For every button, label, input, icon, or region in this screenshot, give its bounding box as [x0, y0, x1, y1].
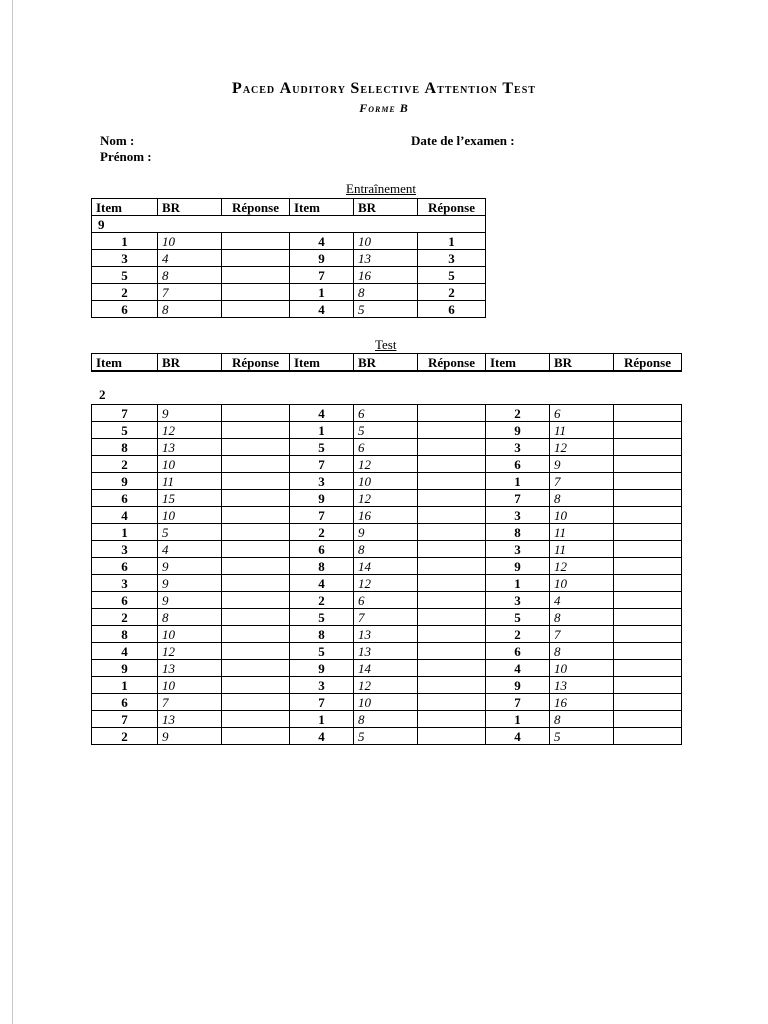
response-cell[interactable] [418, 592, 486, 609]
br-cell: 10 [354, 694, 418, 711]
br-cell: 7 [158, 694, 222, 711]
br-cell: 10 [550, 575, 614, 592]
item-cell: 1 [486, 711, 550, 728]
response-cell[interactable] [614, 677, 682, 694]
header-item: Item [92, 199, 158, 216]
response-cell[interactable] [418, 728, 486, 745]
response-cell[interactable] [222, 405, 290, 422]
item-cell: 3 [92, 575, 158, 592]
test-row [92, 694, 682, 711]
response-cell[interactable] [222, 575, 290, 592]
response-cell[interactable] [614, 456, 682, 473]
response-cell[interactable] [222, 626, 290, 643]
response-cell[interactable] [222, 558, 290, 575]
br-cell: 9 [158, 405, 222, 422]
br-cell: 5 [354, 422, 418, 439]
item-cell: 3 [290, 473, 354, 490]
header-response: Réponse [418, 199, 486, 216]
br-cell: 13 [550, 677, 614, 694]
response-cell[interactable] [614, 609, 682, 626]
test-row [92, 473, 682, 490]
item-cell: 6 [290, 541, 354, 558]
br-cell: 9 [158, 592, 222, 609]
test-row [92, 728, 682, 745]
item-cell: 9 [486, 558, 550, 575]
header-br: BR [158, 354, 222, 372]
response-cell[interactable] [614, 728, 682, 745]
item-cell: 8 [290, 558, 354, 575]
response-cell[interactable] [222, 490, 290, 507]
response-cell[interactable] [222, 711, 290, 728]
br-cell: 11 [158, 473, 222, 490]
br-cell: 4 [158, 541, 222, 558]
test-row [92, 626, 682, 643]
test-caption: Test [375, 337, 397, 352]
br-cell: 6 [354, 405, 418, 422]
br-cell: 8 [354, 284, 418, 301]
response-cell[interactable] [222, 541, 290, 558]
item-cell: 3 [486, 541, 550, 558]
br-cell: 7 [354, 609, 418, 626]
br-cell: 6 [354, 439, 418, 456]
item-cell: 7 [290, 694, 354, 711]
item-cell: 7 [486, 694, 550, 711]
item-cell: 1 [290, 284, 354, 301]
item-cell: 3 [486, 507, 550, 524]
test-lead-item: 2 [99, 387, 106, 402]
response-cell[interactable] [614, 473, 682, 490]
item-cell: 1 [486, 575, 550, 592]
training-lead-item: 9 [92, 216, 486, 233]
br-cell: 10 [158, 507, 222, 524]
item-cell: 5 [290, 643, 354, 660]
training-row [92, 301, 486, 318]
response-cell: 6 [418, 301, 486, 318]
item-cell: 6 [486, 456, 550, 473]
item-cell: 9 [290, 660, 354, 677]
header-item: Item [92, 354, 158, 372]
br-cell: 11 [550, 524, 614, 541]
br-cell: 11 [550, 541, 614, 558]
response-cell[interactable] [222, 728, 290, 745]
br-cell: 9 [550, 456, 614, 473]
item-cell: 2 [92, 284, 158, 301]
br-cell: 12 [550, 439, 614, 456]
item-cell: 5 [290, 609, 354, 626]
br-cell: 16 [354, 507, 418, 524]
item-cell: 5 [92, 267, 158, 284]
response-cell[interactable] [222, 609, 290, 626]
response-cell[interactable] [614, 711, 682, 728]
response-cell[interactable] [418, 405, 486, 422]
item-cell: 4 [290, 575, 354, 592]
item-cell: 9 [290, 250, 354, 267]
response-cell [222, 233, 290, 250]
br-cell: 9 [354, 524, 418, 541]
br-cell: 10 [158, 456, 222, 473]
item-cell: 4 [290, 233, 354, 250]
br-cell: 12 [550, 558, 614, 575]
response-cell[interactable] [418, 473, 486, 490]
item-cell: 3 [486, 592, 550, 609]
response-cell: 1 [418, 233, 486, 250]
response-cell[interactable] [418, 609, 486, 626]
item-cell: 2 [290, 524, 354, 541]
br-cell: 14 [354, 660, 418, 677]
response-cell[interactable] [614, 558, 682, 575]
br-cell: 13 [158, 439, 222, 456]
item-cell: 7 [92, 405, 158, 422]
br-cell: 8 [550, 643, 614, 660]
item-cell: 9 [486, 422, 550, 439]
item-cell: 4 [290, 728, 354, 745]
item-cell: 9 [92, 473, 158, 490]
item-cell: 3 [92, 250, 158, 267]
br-cell: 10 [354, 233, 418, 250]
response-cell[interactable] [418, 507, 486, 524]
response-cell[interactable] [614, 405, 682, 422]
response-cell[interactable] [418, 626, 486, 643]
test-row [92, 507, 682, 524]
test-row [92, 592, 682, 609]
test-row [92, 677, 682, 694]
br-cell: 10 [158, 626, 222, 643]
item-cell: 6 [92, 301, 158, 318]
exam-date-label: Date de l’examen : [411, 133, 515, 148]
br-cell: 16 [550, 694, 614, 711]
training-header-row [92, 199, 486, 216]
training-row [92, 267, 486, 284]
br-cell: 8 [550, 490, 614, 507]
item-cell: 7 [486, 490, 550, 507]
item-cell: 2 [290, 592, 354, 609]
item-cell: 1 [92, 233, 158, 250]
item-cell: 6 [92, 592, 158, 609]
response-cell[interactable] [418, 643, 486, 660]
header-br: BR [354, 354, 418, 372]
item-cell: 2 [486, 626, 550, 643]
response-cell[interactable] [418, 439, 486, 456]
training-caption: Entraînement [346, 181, 417, 196]
test-header-row [92, 354, 682, 372]
response-cell[interactable] [222, 507, 290, 524]
header-br: BR [158, 199, 222, 216]
header-response: Réponse [418, 354, 486, 372]
br-cell: 12 [158, 422, 222, 439]
response-cell[interactable] [222, 456, 290, 473]
response-cell[interactable] [614, 694, 682, 711]
br-cell: 9 [158, 728, 222, 745]
test-row [92, 541, 682, 558]
response-cell[interactable] [614, 575, 682, 592]
item-cell: 4 [92, 507, 158, 524]
response-cell[interactable] [418, 490, 486, 507]
item-cell: 2 [92, 609, 158, 626]
item-cell: 1 [290, 711, 354, 728]
response-cell[interactable] [222, 592, 290, 609]
test-row [92, 575, 682, 592]
br-cell: 5 [354, 728, 418, 745]
response-cell: 5 [418, 267, 486, 284]
item-cell: 7 [290, 456, 354, 473]
response-cell: 3 [418, 250, 486, 267]
br-cell: 6 [550, 405, 614, 422]
header-item: Item [486, 354, 550, 372]
response-cell[interactable] [222, 694, 290, 711]
item-cell: 7 [290, 267, 354, 284]
br-cell: 12 [158, 643, 222, 660]
br-cell: 12 [354, 456, 418, 473]
header-item: Item [290, 354, 354, 372]
header-response: Réponse [222, 354, 290, 372]
br-cell: 8 [550, 711, 614, 728]
br-cell: 5 [354, 301, 418, 318]
test-table [91, 404, 682, 745]
br-cell: 13 [158, 660, 222, 677]
response-cell[interactable] [418, 677, 486, 694]
item-cell: 4 [290, 301, 354, 318]
header-response: Réponse [222, 199, 290, 216]
item-cell: 4 [290, 405, 354, 422]
item-cell: 9 [92, 660, 158, 677]
response-cell[interactable] [418, 575, 486, 592]
item-cell: 1 [486, 473, 550, 490]
item-cell: 3 [486, 439, 550, 456]
response-cell[interactable] [418, 422, 486, 439]
br-cell: 5 [550, 728, 614, 745]
item-cell: 1 [290, 422, 354, 439]
page-title: Paced Auditory Selective Attention Test [232, 80, 536, 97]
item-cell: 5 [486, 609, 550, 626]
response-cell[interactable] [418, 524, 486, 541]
response-cell[interactable] [222, 677, 290, 694]
response-cell[interactable] [614, 592, 682, 609]
br-cell: 6 [354, 592, 418, 609]
br-cell: 13 [354, 643, 418, 660]
page-scan-edge [12, 0, 13, 1024]
item-cell: 6 [92, 694, 158, 711]
item-cell: 8 [290, 626, 354, 643]
test-header-table [91, 353, 682, 372]
br-cell: 9 [158, 558, 222, 575]
header-item: Item [290, 199, 354, 216]
item-cell: 2 [486, 405, 550, 422]
test-row [92, 490, 682, 507]
response-cell[interactable] [418, 711, 486, 728]
br-cell: 4 [158, 250, 222, 267]
test-row [92, 405, 682, 422]
br-cell: 8 [354, 541, 418, 558]
response-cell[interactable] [614, 660, 682, 677]
item-cell: 8 [92, 626, 158, 643]
test-row [92, 643, 682, 660]
br-cell: 10 [550, 507, 614, 524]
br-cell: 15 [158, 490, 222, 507]
item-cell: 1 [92, 677, 158, 694]
item-cell: 1 [92, 524, 158, 541]
response-cell [222, 250, 290, 267]
item-cell: 6 [92, 558, 158, 575]
br-cell: 4 [550, 592, 614, 609]
response-cell[interactable] [614, 524, 682, 541]
br-cell: 14 [354, 558, 418, 575]
item-cell: 5 [290, 439, 354, 456]
br-cell: 12 [354, 677, 418, 694]
response-cell: 2 [418, 284, 486, 301]
br-cell: 8 [354, 711, 418, 728]
item-cell: 8 [92, 439, 158, 456]
response-cell[interactable] [418, 660, 486, 677]
br-cell: 10 [158, 233, 222, 250]
br-cell: 7 [550, 626, 614, 643]
br-cell: 8 [158, 609, 222, 626]
br-cell: 7 [158, 284, 222, 301]
training-table [91, 198, 486, 318]
test-row [92, 660, 682, 677]
test-row [92, 609, 682, 626]
br-cell: 12 [354, 575, 418, 592]
br-cell: 13 [354, 626, 418, 643]
nom-label: Nom : [100, 133, 135, 148]
item-cell: 8 [486, 524, 550, 541]
response-cell [222, 267, 290, 284]
br-cell: 13 [354, 250, 418, 267]
item-cell: 7 [290, 507, 354, 524]
prenom-label: Prénom : [100, 149, 152, 164]
response-cell[interactable] [222, 422, 290, 439]
item-cell: 5 [92, 422, 158, 439]
header-br: BR [550, 354, 614, 372]
header-br: BR [354, 199, 418, 216]
item-cell: 2 [92, 728, 158, 745]
br-cell: 8 [550, 609, 614, 626]
br-cell: 8 [158, 301, 222, 318]
training-lead-row [92, 216, 486, 233]
test-row [92, 439, 682, 456]
item-cell: 3 [290, 677, 354, 694]
item-cell: 6 [486, 643, 550, 660]
response-cell[interactable] [614, 490, 682, 507]
item-cell: 3 [92, 541, 158, 558]
response-cell[interactable] [614, 422, 682, 439]
br-cell: 10 [354, 473, 418, 490]
response-cell[interactable] [418, 694, 486, 711]
response-cell[interactable] [614, 626, 682, 643]
test-row [92, 524, 682, 541]
page-subtitle: Forme B [359, 101, 409, 115]
item-cell: 2 [92, 456, 158, 473]
br-cell: 10 [158, 677, 222, 694]
br-cell: 11 [550, 422, 614, 439]
response-cell[interactable] [222, 643, 290, 660]
response-cell[interactable] [222, 473, 290, 490]
header-response: Réponse [614, 354, 682, 372]
response-cell [222, 284, 290, 301]
test-row [92, 558, 682, 575]
response-cell[interactable] [418, 558, 486, 575]
br-cell: 9 [158, 575, 222, 592]
response-cell[interactable] [222, 660, 290, 677]
response-cell[interactable] [418, 541, 486, 558]
response-cell[interactable] [614, 643, 682, 660]
response-cell[interactable] [614, 541, 682, 558]
item-cell: 4 [486, 728, 550, 745]
test-row [92, 456, 682, 473]
training-row [92, 284, 486, 301]
br-cell: 7 [550, 473, 614, 490]
test-row [92, 422, 682, 439]
response-cell[interactable] [222, 439, 290, 456]
br-cell: 10 [550, 660, 614, 677]
item-cell: 6 [92, 490, 158, 507]
response-cell[interactable] [614, 507, 682, 524]
br-cell: 5 [158, 524, 222, 541]
br-cell: 16 [354, 267, 418, 284]
br-cell: 13 [158, 711, 222, 728]
response-cell [222, 301, 290, 318]
response-cell[interactable] [614, 439, 682, 456]
response-cell[interactable] [418, 456, 486, 473]
item-cell: 4 [486, 660, 550, 677]
br-cell: 12 [354, 490, 418, 507]
item-cell: 9 [486, 677, 550, 694]
training-row [92, 233, 486, 250]
test-row [92, 711, 682, 728]
response-cell[interactable] [222, 524, 290, 541]
item-cell: 9 [290, 490, 354, 507]
item-cell: 4 [92, 643, 158, 660]
item-cell: 7 [92, 711, 158, 728]
br-cell: 8 [158, 267, 222, 284]
training-row [92, 250, 486, 267]
